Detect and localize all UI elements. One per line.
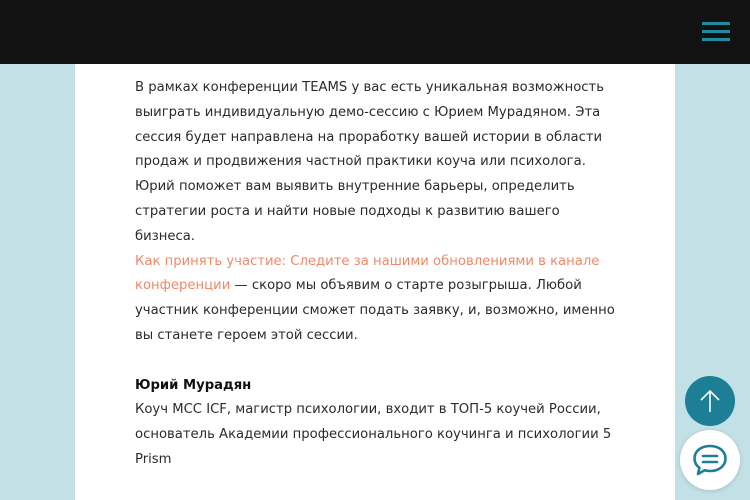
menu-line (702, 38, 730, 41)
chat-bubble-icon (692, 443, 728, 477)
conference-channel-link[interactable]: Как принять участие: Следите за нашими обновлениями в канале конференции (135, 253, 600, 294)
menu-line (702, 30, 730, 33)
chat-button[interactable] (680, 430, 740, 490)
menu-line (702, 22, 730, 25)
top-bar (0, 0, 750, 64)
participation-paragraph (135, 250, 615, 349)
author-bio: Коуч MCC ICF, магистр психологии, входит в ТОП-5 коучей России, основатель Академии профессионального коучинга и психологии 5 Prism (135, 402, 612, 467)
author-block (135, 374, 615, 473)
participation-text: — скоро мы объявим о старте розыгрыша. Любой участник конференции сможет подать заявку, и, возможно, именно вы станете героем этой сессии. (135, 278, 615, 343)
intro-paragraph: В рамках конференции TEAMS у вас есть уникальная возможность выиграть индивидуальную демо-сессию с Юрием Мурадяном. Эта сессия будет направлена на проработку вашей истории в области продаж и продвижения частной практики коуча или психолога. Юрий поможет вам выявить внутренние барьеры, определить стратегии роста и найти новые подходы к развитию вашего бизнеса. (135, 80, 605, 244)
author-name: Юрий Мурадян (135, 377, 252, 393)
hamburger-menu-icon[interactable] (702, 20, 730, 44)
scroll-to-top-button[interactable] (685, 376, 735, 426)
arrow-up-icon (699, 388, 721, 414)
article-content (75, 64, 675, 500)
article-text (135, 76, 615, 473)
